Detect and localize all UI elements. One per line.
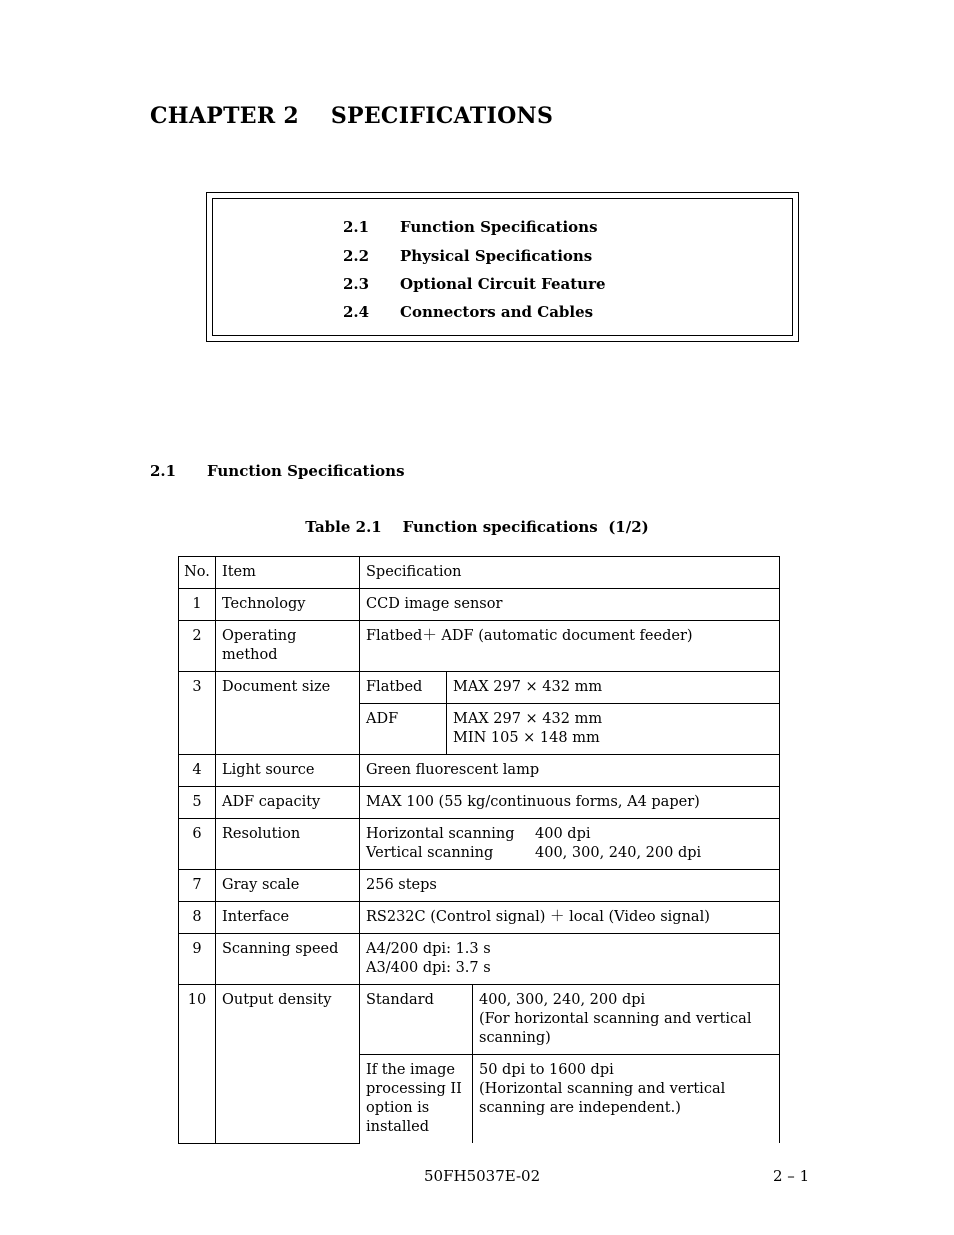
- row-number: 9: [179, 934, 216, 985]
- table-row: [179, 621, 780, 672]
- document-id: 50FH5037E-02: [424, 1167, 541, 1185]
- row-spec: CCD image sensor: [360, 589, 780, 621]
- header-item: Item: [216, 557, 360, 589]
- sub-label: ADF: [360, 704, 447, 755]
- toc-item-label: Physical Specifications: [400, 247, 593, 265]
- table-row: [179, 755, 780, 787]
- row-spec: RS232C (Control signal) ＋ local (Video signal): [360, 902, 780, 934]
- sub-value-line: MAX 297 × 432 mm: [453, 711, 603, 727]
- row-spec-line: A3/400 dpi: 3.7 s: [366, 960, 491, 976]
- sub-value-line: 50 dpi to 1600 dpi: [479, 1062, 614, 1078]
- row-number: 6: [179, 819, 216, 870]
- row-spec: MAX 100 (55 kg/continuous forms, A4 paper): [360, 787, 780, 819]
- resolution-label: Horizontal scanning: [366, 826, 515, 842]
- row-number: 5: [179, 787, 216, 819]
- sub-value: [473, 985, 780, 1055]
- row-spec: Flatbed＋ ADF (automatic document feeder): [360, 621, 780, 672]
- row-number: 10: [179, 985, 216, 1144]
- chapter-title: CHAPTER 2 SPECIFICATIONS: [150, 103, 554, 129]
- row-item: Light source: [216, 755, 360, 787]
- table-row: [179, 589, 780, 621]
- row-number: 2: [179, 621, 216, 672]
- row-item: Interface: [216, 902, 360, 934]
- resolution-label: Vertical scanning: [366, 845, 494, 861]
- table-row: [179, 985, 780, 1055]
- sub-value-line: (For horizontal scanning and vertical: [479, 1011, 752, 1027]
- table-row: [179, 902, 780, 934]
- row-item: Document size: [216, 672, 360, 755]
- row-spec-line: A4/200 dpi: 1.3 s: [366, 941, 491, 957]
- function-specifications-table: [178, 556, 780, 1144]
- sub-value: MAX 297 × 432 mm: [447, 672, 780, 704]
- toc-inner-frame: [212, 198, 793, 336]
- sub-value-line: scanning are independent.): [479, 1100, 681, 1116]
- toc-item-number: 2.3: [343, 275, 370, 293]
- row-spec: [360, 934, 780, 985]
- row-spec: [360, 819, 780, 870]
- row-number: 3: [179, 672, 216, 755]
- sub-label-line: installed: [366, 1119, 430, 1135]
- resolution-line: [366, 844, 773, 863]
- sub-value-line: MIN 105 × 148 mm: [453, 730, 600, 746]
- toc-item-label: Connectors and Cables: [400, 303, 594, 321]
- sub-value-line: scanning): [479, 1030, 551, 1046]
- sub-label-line: processing II: [366, 1081, 462, 1097]
- toc-item-number: 2.4: [343, 303, 370, 321]
- sub-value-line: (Horizontal scanning and vertical: [479, 1081, 726, 1097]
- sub-label: Flatbed: [360, 672, 447, 704]
- header-specification: Specification: [360, 557, 780, 589]
- table-row: [179, 819, 780, 870]
- row-item: Scanning speed: [216, 934, 360, 985]
- sub-value: [473, 1055, 780, 1144]
- table-row: [179, 870, 780, 902]
- row-number: 1: [179, 589, 216, 621]
- sub-value: [447, 704, 780, 755]
- row-number: 8: [179, 902, 216, 934]
- toc-item-number: 2.1: [343, 218, 370, 236]
- row-item: Operating method: [216, 621, 360, 672]
- sub-label-line: If the image: [366, 1062, 455, 1078]
- row-item: Gray scale: [216, 870, 360, 902]
- row-spec: Green fluorescent lamp: [360, 755, 780, 787]
- row-item: Technology: [216, 589, 360, 621]
- page-number: 2 – 1: [773, 1167, 810, 1185]
- resolution-value: 400, 300, 240, 200 dpi: [535, 845, 702, 861]
- resolution-line: [366, 825, 773, 844]
- row-item: ADF capacity: [216, 787, 360, 819]
- toc-item-number: 2.2: [343, 247, 370, 265]
- row-item: Resolution: [216, 819, 360, 870]
- section-number: 2.1: [150, 462, 177, 480]
- row-spec: 256 steps: [360, 870, 780, 902]
- row-number: 7: [179, 870, 216, 902]
- section-heading: [150, 462, 405, 480]
- row-item: Output density: [216, 985, 360, 1144]
- toc-item-label: Function Specifications: [400, 218, 598, 236]
- sub-label: [360, 1055, 473, 1144]
- table-row: [179, 672, 780, 704]
- table-caption: Table 2.1 Function specifications (1/2): [305, 518, 649, 536]
- sub-value-line: 400, 300, 240, 200 dpi: [479, 992, 646, 1008]
- table-row: [179, 934, 780, 985]
- toc-box: [206, 192, 799, 342]
- table-row: [179, 787, 780, 819]
- table-header-row: [179, 557, 780, 589]
- row-number: 4: [179, 755, 216, 787]
- sub-label: Standard: [360, 985, 473, 1055]
- section-label: Function Specifications: [207, 462, 405, 480]
- toc-item-label: Optional Circuit Feature: [400, 275, 606, 293]
- resolution-value: 400 dpi: [535, 826, 591, 842]
- sub-label-line: option is: [366, 1100, 430, 1116]
- header-no: No.: [179, 557, 216, 589]
